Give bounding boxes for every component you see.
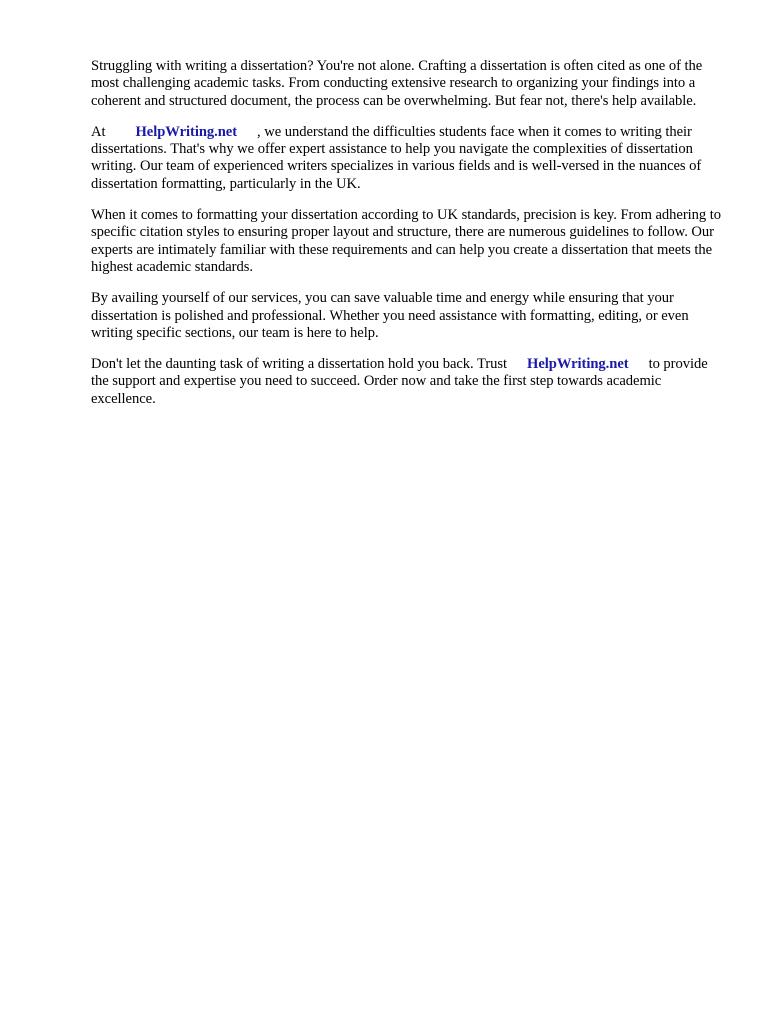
paragraph-intro: Struggling with writing a dissertation? You're not alone. Crafting a dissertation is often cited as one of the most challenging academic tasks. From conducting extensive research to organizing your findings into a coherent and structured document, the process can be overwhelming. But fear not, there's help available. [91,58,703,109]
paragraph-closing [91,356,721,408]
helpwriting-link-closing[interactable]: HelpWriting.net [527,356,629,373]
paragraph-about-body: , we understand the difficulties students face when it comes to writing their dissertations. That's why we offer expert assistance to help you navigate the complexities of dissertation writing. Our team of experienced writers specializes in various fields and is well-versed in the nuances of dissertation formatting, particularly in the UK. [91,123,702,192]
paragraph-closing-lead: Don't let the daunting task of writing a dissertation hold you back. Trust [91,356,508,373]
document-page [91,58,721,422]
paragraph-closing-body: to provide the support and expertise you need to succeed. Order now and take the first step towards academic excellence. [91,356,708,407]
paragraph-services: By availing yourself of our services, you can save valuable time and energy while ensuring that your dissertation is polished and professional. Whether you need assistance with formatting, editing, or even writing specific sections, our team is here to help. [91,290,689,341]
paragraph-about [91,124,721,193]
helpwriting-link[interactable]: HelpWriting.net [135,123,238,140]
paragraph-formatting: When it comes to formatting your dissertation according to UK standards, precision is key. From adhering to specific citation styles to ensuring proper layout and structure, there are numerous guidelines to follow. Our experts are intimately familiar with these requirements and can help you create a dissertation that meets the highest academic standards. [91,207,722,275]
paragraph-about-lead: At [91,123,106,140]
